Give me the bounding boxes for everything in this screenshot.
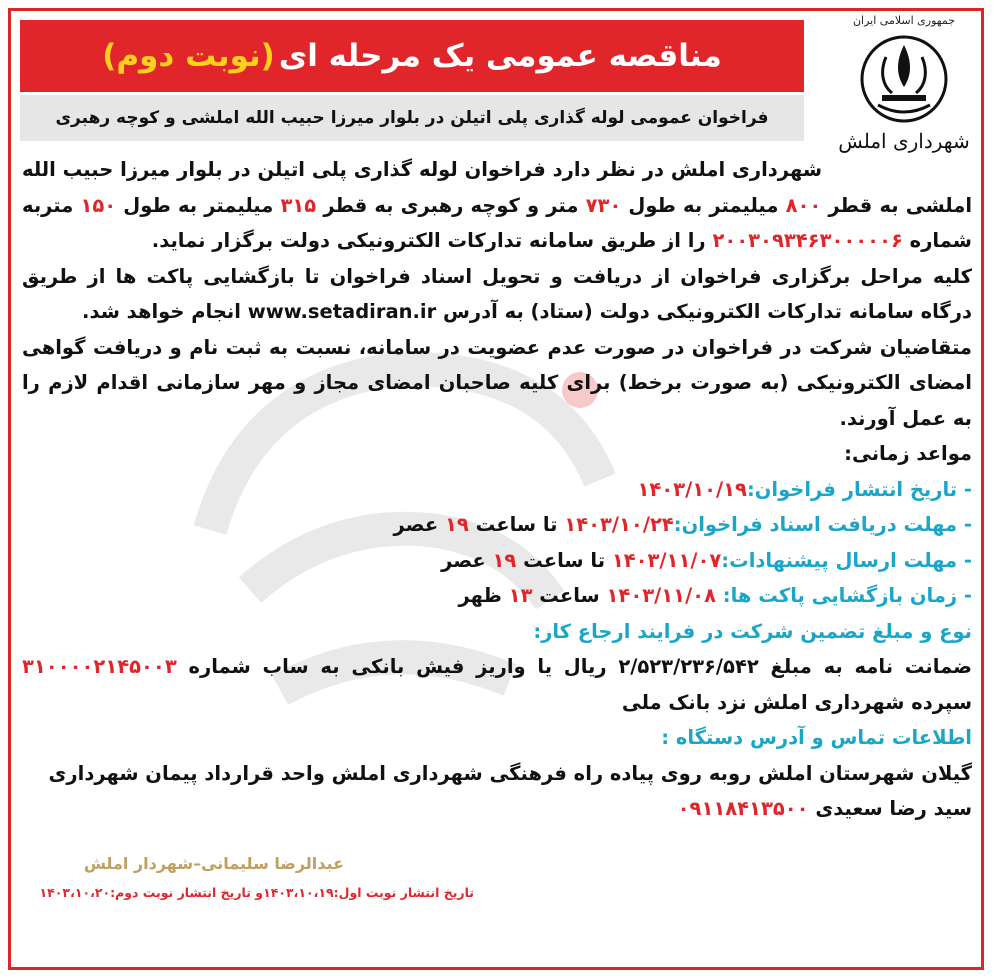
mayor-signature: عبدالرضا سلیمانی–شهردار املش bbox=[83, 854, 344, 873]
s4-date: ۱۴۰۳/۱۱/۰۸ bbox=[606, 584, 716, 607]
schedule-item-receive bbox=[22, 507, 972, 543]
p2-text-a: کلیه مراحل برگزاری فراخوان از دریافت و تحویل اسناد فراخوان تا بازگشایی پاکت ها از طریق درگاه سامانه تدارکات الکترونیکی دولت (ستاد) به آدرس bbox=[22, 264, 972, 323]
emblem-country: جمهوری اسلامی ایران bbox=[852, 14, 956, 27]
s1-label: - تاریخ انتشار فراخوان: bbox=[746, 477, 972, 501]
p1-text-d: میلیمتر به طول bbox=[116, 193, 281, 217]
publish-dates: تاریخ انتشار نوبت اول:۱۴۰۳،۱۰،۱۹و تاریخ انتشار نوبت دوم:۱۴۰۳،۱۰،۲۰ bbox=[39, 885, 474, 900]
iran-emblem-icon bbox=[856, 31, 952, 127]
paragraph-registration: متقاضیان شرکت در فراخوان در صورت عدم عضویت در سامانه، نسبت به ثبت نام و دریافت گواهی امضای الکترونیکی (به صورت برخط) برای کلیه صاحبان امضای مجاز و مهر سازمانی اقدام لازم را به عمل آورند. bbox=[22, 335, 972, 430]
schedule-item-opening bbox=[22, 578, 972, 614]
contact-phone: ۰۹۱۱۸۴۱۳۵۰۰ bbox=[677, 797, 809, 820]
notice-body bbox=[22, 152, 972, 827]
contact-address: گیلان شهرستان املش روبه روی پیاده راه فرهنگی شهرداری املش واحد قرارداد پیمان شهرداری bbox=[48, 761, 972, 785]
s4-label: - زمان بازگشایی پاکت ها: bbox=[716, 584, 972, 607]
paragraph-intro bbox=[22, 152, 972, 259]
s3-date: ۱۴۰۳/۱۱/۰۷ bbox=[611, 548, 722, 572]
emblem bbox=[834, 14, 974, 174]
s2-label: - مهلت دریافت اسناد فراخوان: bbox=[673, 513, 972, 536]
emblem-city: شهرداری املش bbox=[838, 129, 970, 153]
title-round: (نوبت دوم) bbox=[102, 38, 275, 74]
s4-hour: ۱۳ bbox=[508, 584, 533, 607]
g-text-b: سپرده شهرداری املش نزد بانک ملی bbox=[621, 690, 972, 714]
s3-hour: ۱۹ bbox=[492, 548, 517, 572]
tender-subtitle: فراخوان عمومی لوله گذاری پلی اتیلن در بلوار میرزا حبیب الله املشی و کوچه رهبری bbox=[20, 95, 804, 141]
s3-label: - مهلت ارسال پیشنهادات: bbox=[721, 548, 972, 572]
s2-tail: تا ساعت bbox=[468, 513, 565, 536]
diameter-315: ۳۱۵ bbox=[280, 193, 317, 217]
s4-tail: ساعت bbox=[532, 584, 607, 607]
paragraph-guarantee bbox=[22, 649, 972, 720]
schedule-heading: مواعد زمانی: bbox=[844, 442, 972, 465]
contact-name: سید رضا سعیدی bbox=[808, 797, 972, 820]
title-main: مناقصه عمومی یک مرحله ای bbox=[278, 38, 722, 74]
p2-text-b: انجام خواهد شد. bbox=[82, 300, 248, 323]
p1-text-e: متربه شماره bbox=[22, 193, 972, 252]
g-text-a: ضمانت نامه به مبلغ ۲/۵۲۳/۲۳۶/۵۴۲ ریال یا واریز فیش بانکی به ساب شماره bbox=[176, 655, 972, 678]
s2-end: عصر bbox=[393, 513, 445, 536]
bank-account-number: ۳۱۰۰۰۰۲۱۴۵۰۰۳ bbox=[22, 655, 177, 678]
length-730: ۷۳۰ bbox=[585, 193, 622, 217]
schedule-item-submit bbox=[22, 543, 972, 579]
p1-text-b: میلیمتر به طول bbox=[621, 193, 786, 217]
p1-text-a: شهرداری املش در نظر دارد فراخوان لوله گذاری پلی اتیلن در بلوار میرزا حبیب الله املشی به قطر bbox=[22, 158, 973, 217]
s3-tail: تا ساعت bbox=[516, 548, 612, 572]
contact-heading: اطلاعات تماس و آدرس دستگاه : bbox=[661, 726, 972, 749]
s3-end: عصر bbox=[441, 548, 493, 572]
p1-text-f: را از طریق سامانه تدارکات الکترونیکی دولت برگزار نماید. bbox=[151, 229, 713, 252]
p1-text-c: متر و کوچه رهبری به قطر bbox=[316, 193, 586, 217]
contact-person bbox=[22, 791, 972, 827]
s1-date: ۱۴۰۳/۱۰/۱۹ bbox=[637, 477, 747, 501]
s2-date: ۱۴۰۳/۱۰/۲۴ bbox=[564, 513, 674, 536]
length-150: ۱۵۰ bbox=[80, 193, 117, 217]
tender-number: ۲۰۰۳۰۹۳۴۶۳۰۰۰۰۰۶ bbox=[712, 229, 903, 252]
setad-url-link[interactable]: www.setadiran.ir bbox=[247, 300, 437, 323]
paragraph-process bbox=[22, 259, 972, 330]
s2-hour: ۱۹ bbox=[445, 513, 469, 536]
s4-end: ظهر bbox=[458, 584, 509, 607]
guarantee-heading: نوع و مبلغ تضمین شرکت در فرایند ارجاع کار: bbox=[533, 619, 972, 643]
tender-title bbox=[20, 20, 804, 92]
schedule-item-publish bbox=[22, 472, 972, 508]
diameter-800: ۸۰۰ bbox=[785, 193, 822, 217]
